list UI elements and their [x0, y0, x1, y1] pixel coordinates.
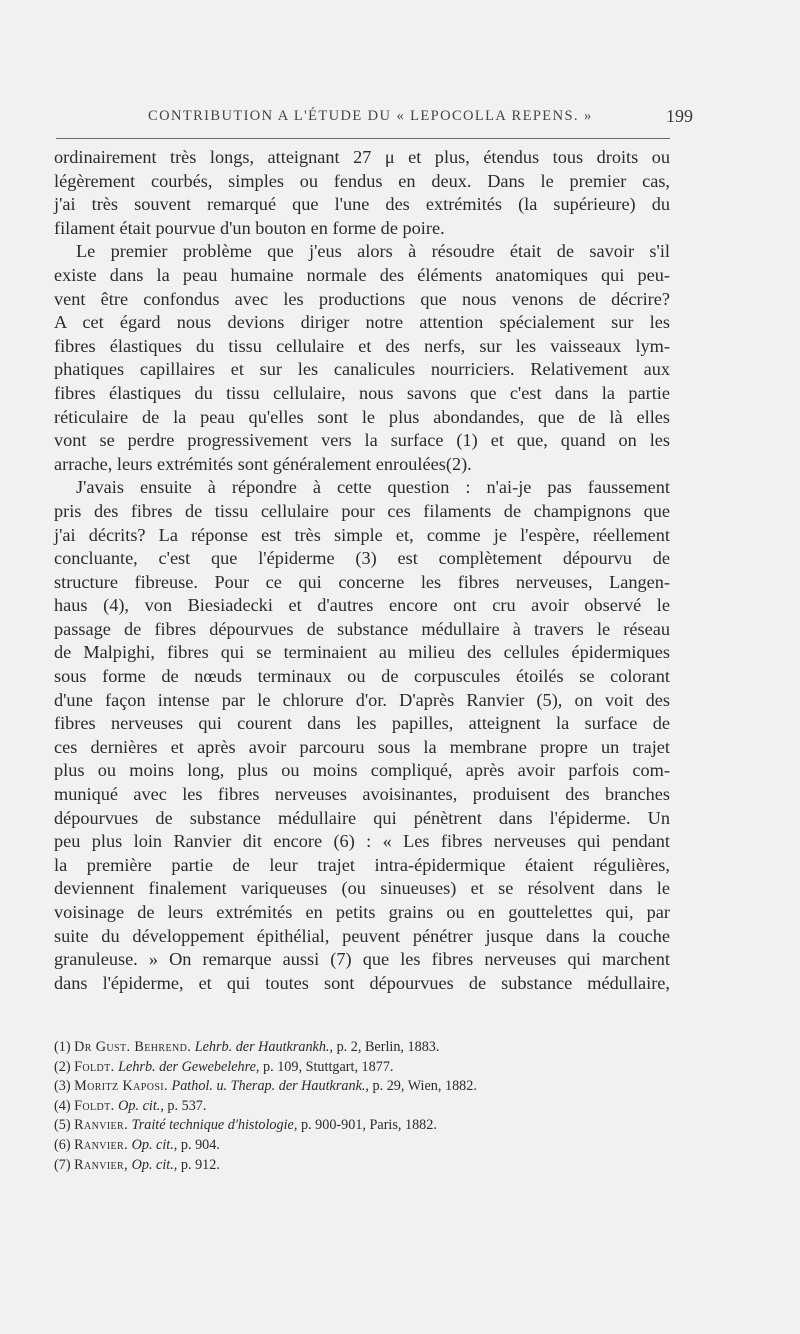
- footnote-author: Moritz Kaposi.: [74, 1078, 168, 1095]
- footnote-author: Ranvier.: [74, 1117, 129, 1134]
- text-line: filament était pourvue d'un bouton en forme de poire.: [54, 217, 445, 238]
- text-line: muniqué avec les fibres nerveuses avoisinantes, produisent des branches: [54, 784, 670, 805]
- text-line: haus (4), von Biesiadecki et d'autres encore ont cru avoir observé le: [54, 595, 670, 616]
- text-line: ces dernières et après avoir parcouru sous la membrane propre un trajet: [54, 736, 670, 757]
- page-header: [56, 106, 693, 130]
- text-line: concluante, c'est que l'épiderme (3) est complètement dépourvu de: [54, 548, 670, 569]
- text-line: J'avais ensuite à répondre à cette question : n'ai-je pas faussement: [76, 477, 670, 498]
- footnote-details: , p. 537.: [160, 1097, 207, 1114]
- header-rule: [56, 138, 670, 139]
- footnote-title: Lehrb. der Gewebelehre: [118, 1058, 256, 1075]
- running-head: CONTRIBUTION A L'ÉTUDE DU « LEPOCOLLA REPENS. »: [148, 108, 593, 124]
- footnote-details: , p. 912.: [173, 1156, 220, 1173]
- footnote-author: Foldt.: [74, 1058, 115, 1075]
- footnote: [54, 1058, 670, 1078]
- footnote-title: Op. cit.: [131, 1136, 174, 1153]
- text-line: A cet égard nous devions diriger notre attention spécialement sur les: [54, 312, 670, 333]
- text-line: légèrement courbés, simples ou fendus en deux. Dans le premier cas,: [54, 170, 670, 191]
- text-line: réticulaire de la peau qu'elles sont le plus abondandes, que de là elles: [54, 406, 670, 427]
- text-line: vent être confondus avec les productions que nous venons de décrire?: [54, 288, 670, 309]
- text-line: sous forme de nœuds terminaux ou de corpuscules étoilés se colorant: [54, 666, 670, 687]
- text-line: arrache, leurs extrémités sont généralement enroulées(2).: [54, 453, 472, 474]
- footnote-author: Ranvier,: [74, 1156, 129, 1173]
- footnote: [54, 1077, 670, 1097]
- text-line: voisinage de leurs extrémités en petits grains ou en gouttelettes qui, par: [54, 902, 670, 922]
- text-line: la première partie de leur trajet intra-épidermique étaient régulières,: [54, 854, 670, 875]
- footnote: [54, 1156, 670, 1176]
- footnote: [54, 1136, 670, 1156]
- footnote-details: , p. 2, Berlin, 1883.: [329, 1039, 440, 1055]
- footnote: [54, 1116, 670, 1136]
- footnote-title: Pathol. u. Therap. der Hautkrank.: [171, 1078, 366, 1095]
- footnote-details: , p. 904.: [173, 1136, 220, 1153]
- text-line: phatiques capillaires et sur les canalicules nourriciers. Relativement aux: [54, 359, 670, 380]
- footnote-number: (3): [54, 1078, 71, 1095]
- footnote: [54, 1097, 670, 1117]
- footnote-title: Lehrb. der Hautkrankh.: [194, 1039, 330, 1055]
- text-line: plus ou moins long, plus ou moins compliqué, après avoir parfois com-: [54, 760, 670, 781]
- footnote-author: Foldt.: [74, 1097, 115, 1114]
- footnote-author: Dr Gust. Behrend.: [74, 1039, 192, 1055]
- text-line: j'ai très souvent remarqué que l'une des extrémités (la supérieure) du: [54, 194, 670, 215]
- body-text: [54, 146, 670, 995]
- footnote-author: Ranvier.: [74, 1136, 129, 1153]
- footnote-details: , p. 109, Stuttgart, 1877.: [255, 1058, 394, 1075]
- text-line: fibres élastiques du tissu cellulaire et des nerfs, sur les vaisseaux lym-: [54, 335, 670, 356]
- footnotes: [54, 1038, 670, 1175]
- footnote-number: (7): [54, 1156, 71, 1173]
- text-line: structure fibreuse. Pour ce qui concerne les fibres nerveuses, Langen-: [54, 571, 670, 592]
- footnote-number: (2): [54, 1058, 71, 1075]
- footnote-title: Op. cit.: [118, 1097, 161, 1114]
- text-line: granuleuse. » On remarque aussi (7) que les fibres nerveuses qui marchent: [54, 949, 670, 970]
- footnote: [54, 1038, 670, 1058]
- text-line: ordinairement très longs, atteignant 27 μ et plus, étendus tous droits ou: [54, 147, 670, 167]
- text-line: j'ai décrits? La réponse est très simple et, comme je l'espère, réellement: [54, 524, 670, 545]
- text-line: suite du développement épithélial, peuvent pénétrer jusque dans la couche: [54, 925, 670, 946]
- footnote-details: , p. 900-901, Paris, 1882.: [293, 1117, 437, 1134]
- page-number: 199: [666, 106, 693, 126]
- footnote-title: Op. cit.: [131, 1156, 174, 1173]
- text-line: existe dans la peau humaine normale des éléments anatomiques qui peu-: [54, 264, 670, 285]
- footnote-number: (1): [54, 1039, 71, 1055]
- text-line: dépourvues de substance médullaire qui pénètrent dans l'épiderme. Un: [54, 807, 670, 828]
- text-line: d'une façon intense par le chlorure d'or. D'après Ranvier (5), on voit des: [54, 689, 670, 710]
- text-line: passage de fibres dépourvues de substance médullaire à travers le réseau: [54, 618, 670, 639]
- text-line: pris des fibres de tissu cellulaire pour ces filaments de champignons que: [54, 500, 670, 521]
- footnote-number: (5): [54, 1117, 71, 1134]
- footnote-title: Traité technique d'histologie: [131, 1117, 294, 1134]
- footnote-number: (6): [54, 1136, 71, 1153]
- text-line: Le premier problème que j'eus alors à résoudre était de savoir s'il: [76, 241, 670, 262]
- footnote-number: (4): [54, 1097, 71, 1114]
- text-line: fibres nerveuses qui courent dans les papilles, atteignent la surface de: [54, 713, 670, 734]
- text-line: peu plus loin Ranvier dit encore (6) : « Les fibres nerveuses qui pendant: [54, 831, 670, 852]
- text-line: deviennent finalement variqueuses (ou sinueuses) et se résolvent dans le: [54, 878, 670, 899]
- text-line: dans l'épiderme, et qui toutes sont dépourvues de substance médullaire,: [54, 972, 670, 993]
- text-line: fibres élastiques du tissu cellulaire, nous savons que c'est dans la partie: [54, 382, 670, 403]
- text-line: de Malpighi, fibres qui se terminaient au milieu des cellules épidermiques: [54, 642, 670, 663]
- text-line: vont se perdre progressivement vers la surface (1) et que, quand on les: [54, 430, 670, 451]
- footnote-details: , p. 29, Wien, 1882.: [365, 1078, 477, 1095]
